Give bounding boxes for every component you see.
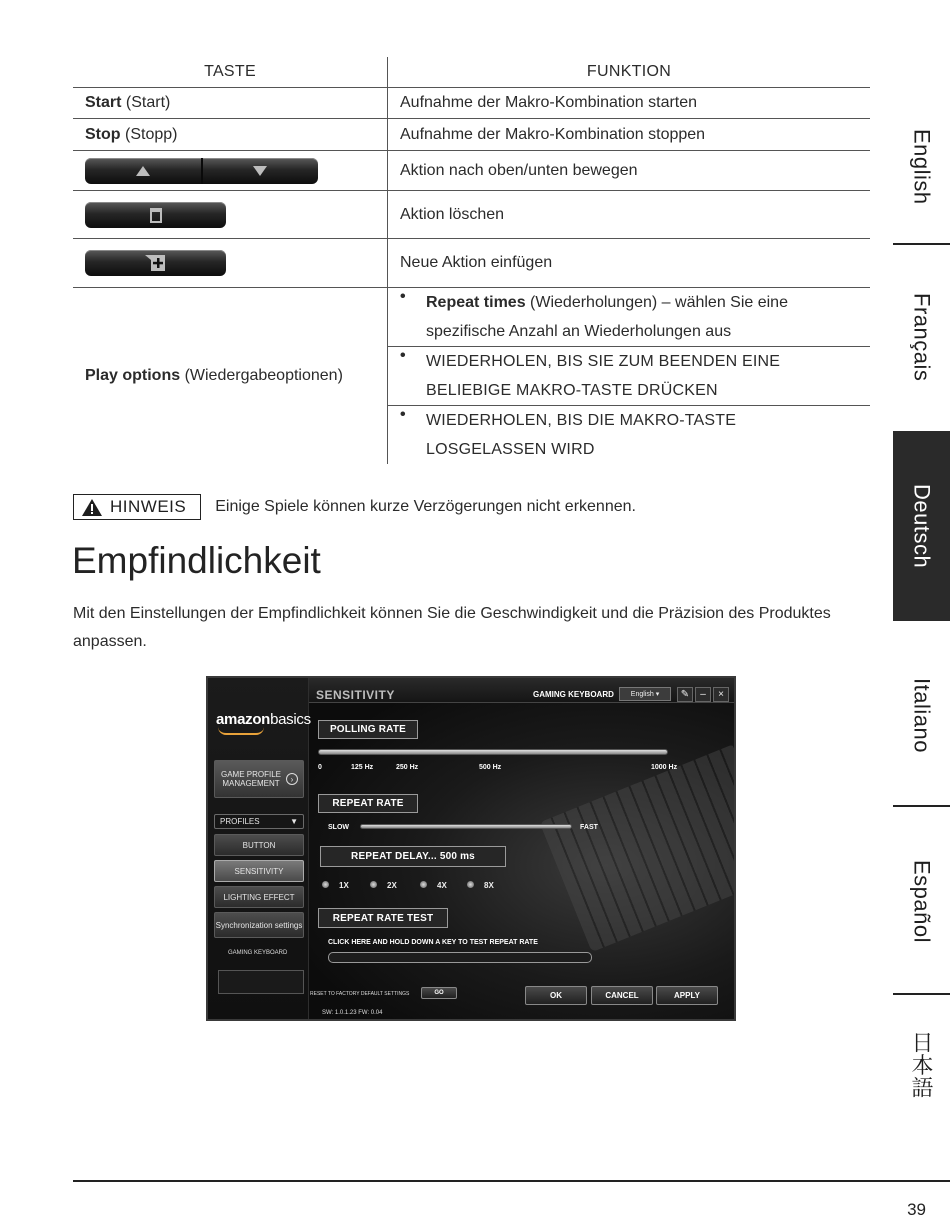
note-text: Einige Spiele können kurze Verzögerungen nicht erkennen. — [215, 498, 636, 515]
key-cell — [73, 288, 388, 464]
insert-plus-icon — [145, 254, 167, 272]
sensitivity-screenshot — [206, 676, 736, 1021]
lang-divider — [893, 243, 950, 245]
language-select: English ▾ — [619, 687, 671, 701]
note — [73, 494, 636, 520]
bullet-bold: Repeat times — [426, 294, 526, 311]
key-name: Play options — [85, 367, 181, 384]
table-row-play-options — [73, 288, 870, 464]
button-menu: BUTTON — [214, 834, 304, 856]
function-cell: Aktion nach oben/unten bewegen — [400, 161, 638, 179]
radio-4x — [420, 881, 427, 888]
tick-label: 125 Hz — [351, 764, 374, 771]
lang-tab-japanese[interactable]: 日本語 — [909, 1031, 934, 1099]
header-taste: TASTE — [73, 57, 388, 87]
list-item — [388, 406, 870, 464]
footer-rule — [73, 1180, 950, 1182]
tick-label: 1000 Hz — [651, 764, 678, 771]
device-label: GAMING KEYBOARD — [228, 950, 288, 956]
lang-divider — [893, 993, 950, 995]
dropdown-arrow-icon: ▼ — [290, 817, 298, 826]
lang-tab-francais[interactable]: Français — [909, 292, 935, 382]
table-row — [73, 88, 870, 119]
bullet: • — [400, 406, 406, 423]
table-row — [73, 239, 870, 288]
lighting-menu: LIGHTING EFFECT — [214, 886, 304, 908]
bullet: • — [400, 288, 406, 305]
key-cell — [73, 119, 388, 150]
device-preview — [218, 970, 304, 994]
minimize-icon: – — [695, 687, 711, 702]
go-button: GO — [421, 987, 457, 999]
tick-label: 250 Hz — [396, 764, 419, 771]
radio-8x — [467, 881, 474, 888]
bullet-text: WIEDERHOLEN, BIS DIE MAKRO-TASTE LOSGELASSEN WIRD — [426, 412, 737, 458]
close-icon: × — [713, 687, 729, 702]
table-row — [73, 191, 870, 239]
lang-tab-deutsch[interactable]: Deutsch — [893, 431, 950, 621]
reset-label: RESET TO FACTORY DEFAULT SETTINGS — [310, 991, 410, 997]
warning-icon — [82, 499, 102, 516]
fast-label: FAST — [580, 824, 598, 831]
repeat-rate-label: REPEAT RATE — [318, 794, 418, 813]
play-options-list — [388, 288, 870, 464]
function-cell: Aufnahme der Makro-Kombination starten — [400, 94, 698, 111]
settings-icon: ✎ — [677, 687, 693, 702]
move-up-down-button — [85, 158, 318, 184]
radio-label: 8X — [484, 881, 494, 890]
down-arrow-icon — [201, 158, 319, 184]
function-cell: Neue Aktion einfügen — [400, 254, 553, 271]
polling-rate-slider — [318, 749, 668, 755]
amazonbasics-logo: amazonbasics — [216, 711, 311, 728]
game-profile-button: GAME PROFILE MANAGEMENT › — [214, 760, 304, 798]
section-paragraph: Mit den Einstellungen der Empfindlichkeit können Sie die Geschwindigkeit und die Präzision des Produktes anpassen. — [73, 605, 831, 650]
tick-label: 500 Hz — [479, 764, 502, 771]
key-translation: (Wiedergabeoptionen) — [180, 367, 343, 384]
ok-button: OK — [525, 986, 587, 1005]
profiles-dropdown: PROFILES ▼ — [214, 814, 304, 829]
repeat-test-label: REPEAT RATE TEST — [318, 908, 448, 928]
lang-tab-english[interactable]: English — [909, 129, 935, 205]
table-row — [73, 151, 870, 191]
lang-divider — [893, 805, 950, 807]
version-info: SW: 1.0.1.23 FW: 0.04 — [322, 1010, 383, 1016]
chevron-right-icon: › — [286, 773, 298, 785]
key-name: Stop — [85, 125, 121, 143]
function-cell: Aufnahme der Makro-Kombination stoppen — [400, 125, 706, 143]
radio-2x — [370, 881, 377, 888]
sync-menu: Synchronization settings — [214, 912, 304, 938]
note-label-text: HINWEIS — [110, 497, 187, 516]
header-funktion: FUNKTION — [586, 63, 672, 80]
delete-action-button — [85, 202, 226, 228]
table-row — [73, 119, 870, 151]
screenshot-title: SENSITIVITY — [316, 688, 395, 702]
note-label — [73, 494, 201, 520]
key-function-table — [73, 57, 870, 464]
key-name: Start — [85, 94, 122, 111]
apply-button: APPLY — [656, 986, 718, 1005]
slow-label: SLOW — [328, 824, 349, 831]
key-cell — [73, 239, 388, 287]
bullet-text: (Wiederholungen) – wählen Sie eine spezifische Anzahl an Wiederholungen aus — [426, 294, 793, 340]
list-item — [388, 288, 870, 347]
insert-action-button — [85, 250, 226, 276]
page-number: 39 — [907, 1200, 926, 1219]
key-cell — [73, 151, 388, 190]
key-translation: (Start) — [121, 94, 171, 111]
up-arrow-icon — [85, 158, 201, 184]
radio-1x — [322, 881, 329, 888]
trash-icon — [149, 207, 163, 223]
tick-label: 0 — [318, 764, 322, 771]
key-translation: (Stopp) — [120, 125, 178, 143]
repeat-rate-slider — [360, 824, 572, 829]
cancel-button: CANCEL — [591, 986, 653, 1005]
list-item — [388, 347, 870, 406]
device-name: GAMING KEYBOARD — [533, 690, 614, 699]
bullet-text: WIEDERHOLEN, BIS SIE ZUM BEENDEN EINE BELIEBIGE MAKRO-TASTE DRÜCKEN — [426, 353, 781, 399]
repeat-delay: REPEAT DELAY... 500 ms — [320, 846, 506, 867]
lang-tab-espanol[interactable]: Español — [909, 860, 935, 944]
bullet: • — [400, 347, 406, 364]
radio-label: 4X — [437, 881, 447, 890]
section-heading: Empfindlichkeit — [72, 540, 321, 581]
repeat-test-field — [328, 952, 592, 963]
key-cell — [73, 191, 388, 238]
lang-tab-italiano[interactable]: Italiano — [909, 677, 935, 753]
sensitivity-menu: SENSITIVITY — [214, 860, 304, 882]
radio-label: 1X — [339, 881, 349, 890]
function-cell: Aktion löschen — [400, 205, 505, 223]
polling-rate-label: POLLING RATE — [318, 720, 418, 739]
table-header — [73, 57, 870, 88]
key-cell — [73, 88, 388, 118]
radio-label: 2X — [387, 881, 397, 890]
repeat-test-hint: CLICK HERE AND HOLD DOWN A KEY TO TEST REPEAT RATE — [328, 939, 538, 946]
